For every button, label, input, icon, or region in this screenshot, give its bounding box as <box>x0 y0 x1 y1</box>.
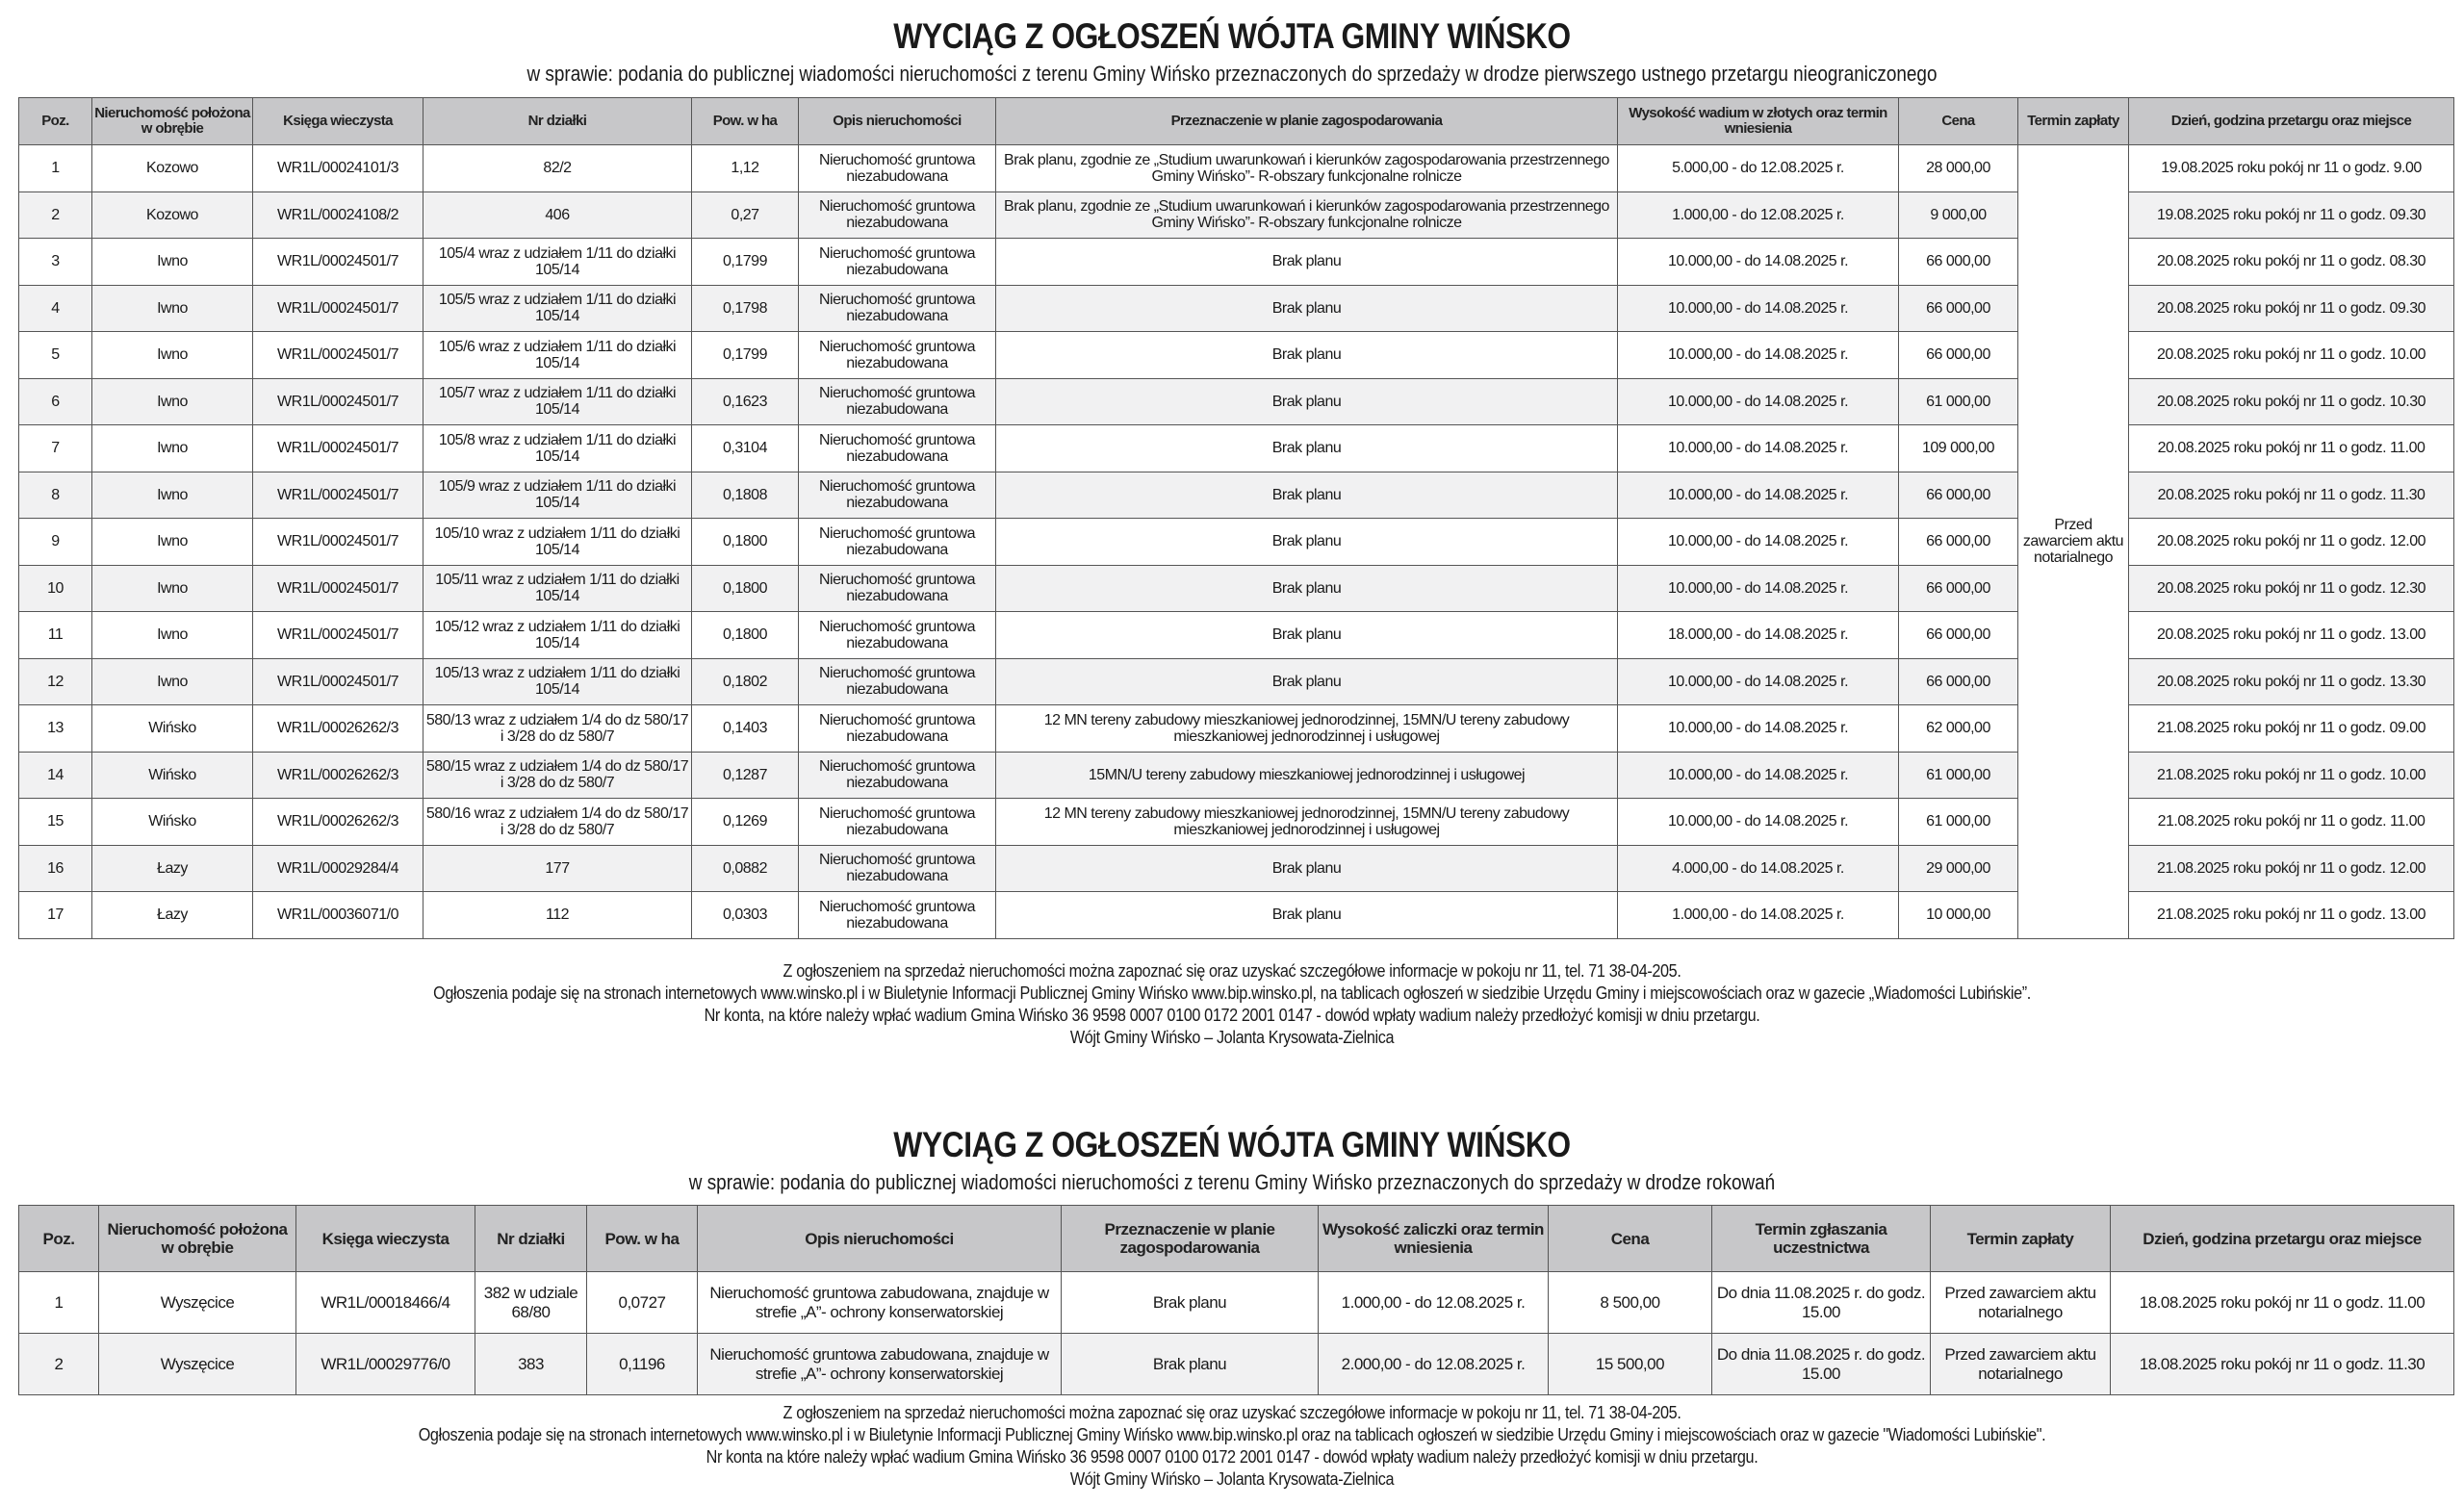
column-header: Termin zapłaty <box>2018 98 2129 145</box>
cell-termin: 20.08.2025 roku pokój nr 11 o godz. 09.30 <box>2129 285 2454 332</box>
column-header: Termin zgłaszania uczestnictwa <box>1712 1206 1931 1272</box>
cell-cena: 61 000,00 <box>1899 752 2018 799</box>
cell-obreb: Wińsko <box>92 799 253 846</box>
cell-poz: 5 <box>19 332 92 379</box>
cell-cena: 66 000,00 <box>1899 472 2018 519</box>
column-header: Poz. <box>19 1206 99 1272</box>
column-header: Przeznaczenie w planie zagospodarowania <box>1062 1206 1319 1272</box>
cell-kw: WR1L/00024501/7 <box>253 285 424 332</box>
cell-obreb: Wyszęcice <box>99 1334 296 1395</box>
cell-wadium: 10.000,00 - do 14.08.2025 r. <box>1618 332 1899 379</box>
cell-poz: 2 <box>19 1334 99 1395</box>
cell-wadium: 10.000,00 - do 14.08.2025 r. <box>1618 658 1899 705</box>
cell-przezn: Brak planu <box>996 658 1618 705</box>
cell-kw: WR1L/00024101/3 <box>253 145 424 192</box>
cell-cena: 29 000,00 <box>1899 845 2018 892</box>
cell-cena: 66 000,00 <box>1899 332 2018 379</box>
cell-pow: 0,1802 <box>692 658 799 705</box>
cell-poz: 8 <box>19 472 92 519</box>
footer-signature-line: Wójt Gminy Wińsko – Jolanta Krysowata-Zielnica <box>1069 1469 1395 1489</box>
footer-publication-line: Ogłoszenia podaje się na stronach internetowych www.winsko.pl i w Biuletynie Informacji Publicznej Gminy Wińsko www.bip.winsko.pl oraz na tablicach ogłoszeń w siedzibie Urzędu Gminy i miejscowościach oraz w gazecie "Wiadomości Lubińskie". <box>418 1425 2046 1444</box>
footer-info-line: Z ogłoszeniem na sprzedaż nieruchomości można zapoznać się oraz uzyskać szczegółowe informacje w pokoju nr 11, tel. 71 38-04-205. <box>783 961 1681 981</box>
cell-poz: 15 <box>19 799 92 846</box>
cell-opis: Nieruchomość gruntowa niezabudowana <box>799 658 996 705</box>
cell-pow: 0,0303 <box>692 892 799 939</box>
cell-zaplata: Przed zawarciem aktu notarialnego <box>1931 1334 2111 1395</box>
cell-obreb: Wyszęcice <box>99 1272 296 1334</box>
footer-account-line: Nr konta, na które należy wpłać wadium Gmina Wińsko 36 9598 0007 0100 0172 2001 0147 - dowód wpłaty wadium należy przedłożyć komisji w dniu przetargu. <box>704 1006 1760 1025</box>
cell-obreb: Iwno <box>92 285 253 332</box>
cell-kw: WR1L/00024501/7 <box>253 239 424 286</box>
cell-cena: 28 000,00 <box>1899 145 2018 192</box>
cell-opis: Nieruchomość gruntowa niezabudowana <box>799 332 996 379</box>
cell-termin: 20.08.2025 roku pokój nr 11 o godz. 13.00 <box>2129 612 2454 659</box>
cell-termin: 20.08.2025 roku pokój nr 11 o godz. 11.30 <box>2129 472 2454 519</box>
cell-termin: 20.08.2025 roku pokój nr 11 o godz. 10.00 <box>2129 332 2454 379</box>
cell-pow: 0,1403 <box>692 705 799 753</box>
cell-wadium: 18.000,00 - do 14.08.2025 r. <box>1618 612 1899 659</box>
cell-poz: 9 <box>19 519 92 566</box>
cell-termin: 18.08.2025 roku pokój nr 11 o godz. 11.00 <box>2111 1272 2454 1334</box>
cell-wadium: 10.000,00 - do 14.08.2025 r. <box>1618 425 1899 472</box>
cell-przezn: 12 MN tereny zabudowy mieszkaniowej jednorodzinnej, 15MN/U tereny zabudowy mieszkaniowej jednorodzinnej i usługowej <box>996 799 1618 846</box>
cell-opis: Nieruchomość gruntowa zabudowana, znajduje w strefie „A”- ochrony konserwatorskiej <box>698 1334 1062 1395</box>
column-header: Termin zapłaty <box>1931 1206 2111 1272</box>
cell-obreb: Kozowo <box>92 191 253 239</box>
cell-kw: WR1L/00018466/4 <box>296 1272 475 1334</box>
auction-table <box>18 97 2454 939</box>
cell-poz: 11 <box>19 612 92 659</box>
cell-termin: 20.08.2025 roku pokój nr 11 o godz. 13.30 <box>2129 658 2454 705</box>
cell-kw: WR1L/00029776/0 <box>296 1334 475 1395</box>
cell-wadium: 10.000,00 - do 14.08.2025 r. <box>1618 472 1899 519</box>
cell-kw: WR1L/00024501/7 <box>253 472 424 519</box>
cell-kw: WR1L/00024501/7 <box>253 565 424 612</box>
cell-cena: 66 000,00 <box>1899 658 2018 705</box>
column-header: Księga wieczysta <box>253 98 424 145</box>
cell-poz: 10 <box>19 565 92 612</box>
cell-pow: 0,1798 <box>692 285 799 332</box>
cell-dzialka: 105/8 wraz z udziałem 1/11 do działki 105/14 <box>424 425 692 472</box>
cell-pow: 0,0882 <box>692 845 799 892</box>
announcement-2-footer <box>0 1402 2464 1491</box>
negotiation-table <box>18 1205 2454 1395</box>
footer-publication-line: Ogłoszenia podaje się na stronach internetowych www.winsko.pl i w Biuletynie Informacji Publicznej Gminy Wińsko www.bip.winsko.pl, na tablicach ogłoszeń w siedzibie Urzędu Gminy i miejscowościach oraz w gazecie „Wiadomości Lubińskie”. <box>433 983 2031 1003</box>
cell-zaliczka: 2.000,00 - do 12.08.2025 r. <box>1319 1334 1549 1395</box>
cell-kw: WR1L/00024501/7 <box>253 425 424 472</box>
cell-przezn: Brak planu <box>996 845 1618 892</box>
cell-dzialka: 580/15 wraz z udziałem 1/4 do dz 580/17 i 3/28 do dz 580/7 <box>424 752 692 799</box>
cell-opis: Nieruchomość gruntowa niezabudowana <box>799 565 996 612</box>
cell-obreb: Iwno <box>92 658 253 705</box>
cell-zgloszenie: Do dnia 11.08.2025 r. do godz. 15.00 <box>1712 1272 1931 1334</box>
cell-dzialka: 580/16 wraz z udziałem 1/4 do dz 580/17 i 3/28 do dz 580/7 <box>424 799 692 846</box>
cell-przezn: Brak planu <box>996 285 1618 332</box>
cell-wadium: 10.000,00 - do 14.08.2025 r. <box>1618 752 1899 799</box>
footer-info-line: Z ogłoszeniem na sprzedaż nieruchomości można zapoznać się oraz uzyskać szczegółowe informacje w pokoju nr 11, tel. 71 38-04-205. <box>783 1403 1681 1422</box>
cell-termin: 21.08.2025 roku pokój nr 11 o godz. 10.00 <box>2129 752 2454 799</box>
cell-obreb: Iwno <box>92 612 253 659</box>
table-row <box>19 1334 2454 1395</box>
column-header: Pow. w ha <box>587 1206 698 1272</box>
cell-poz: 4 <box>19 285 92 332</box>
cell-opis: Nieruchomość gruntowa niezabudowana <box>799 145 996 192</box>
cell-przezn: Brak planu <box>996 519 1618 566</box>
cell-przezn: Brak planu <box>996 892 1618 939</box>
cell-cena: 61 000,00 <box>1899 799 2018 846</box>
cell-kw: WR1L/00024108/2 <box>253 191 424 239</box>
cell-opis: Nieruchomość gruntowa niezabudowana <box>799 705 996 753</box>
cell-obreb: Wińsko <box>92 752 253 799</box>
cell-termin: 20.08.2025 roku pokój nr 11 o godz. 10.30 <box>2129 378 2454 425</box>
cell-wadium: 10.000,00 - do 14.08.2025 r. <box>1618 378 1899 425</box>
cell-dzialka: 406 <box>424 191 692 239</box>
cell-obreb: Iwno <box>92 565 253 612</box>
cell-dzialka: 112 <box>424 892 692 939</box>
cell-dzialka: 105/4 wraz z udziałem 1/11 do działki 105/14 <box>424 239 692 286</box>
cell-kw: WR1L/00024501/7 <box>253 612 424 659</box>
cell-przezn: Brak planu <box>996 425 1618 472</box>
cell-cena: 61 000,00 <box>1899 378 2018 425</box>
cell-dzialka: 105/13 wraz z udziałem 1/11 do działki 105/14 <box>424 658 692 705</box>
cell-kw: WR1L/00036071/0 <box>253 892 424 939</box>
cell-cena: 9 000,00 <box>1899 191 2018 239</box>
cell-wadium: 1.000,00 - do 12.08.2025 r. <box>1618 191 1899 239</box>
cell-pow: 0,27 <box>692 191 799 239</box>
announcement-1-title: WYCIĄG Z OGŁOSZEŃ WÓJTA GMINY WIŃSKO <box>893 16 1571 56</box>
cell-opis: Nieruchomość gruntowa niezabudowana <box>799 612 996 659</box>
table-header-row <box>19 98 2454 145</box>
cell-obreb: Kozowo <box>92 145 253 192</box>
announcement-2-subtitle: w sprawie: podania do publicznej wiadomości nieruchomości z terenu Gminy Wińsko przeznaczonych do sprzedaży w drodze rokowań <box>688 1170 1776 1194</box>
cell-dzialka: 105/12 wraz z udziałem 1/11 do działki 105/14 <box>424 612 692 659</box>
table-row <box>19 1272 2454 1334</box>
cell-zaplata: Przed zawarciem aktu notarialnego <box>1931 1272 2111 1334</box>
cell-opis: Nieruchomość gruntowa niezabudowana <box>799 472 996 519</box>
cell-pow: 0,1287 <box>692 752 799 799</box>
column-header: Dzień, godzina przetargu oraz miejsce <box>2129 98 2454 145</box>
cell-opis: Nieruchomość gruntowa niezabudowana <box>799 519 996 566</box>
cell-termin: 20.08.2025 roku pokój nr 11 o godz. 08.30 <box>2129 239 2454 286</box>
column-header: Pow. w ha <box>692 98 799 145</box>
cell-dzialka: 105/5 wraz z udziałem 1/11 do działki 105/14 <box>424 285 692 332</box>
cell-pow: 0,1196 <box>587 1334 698 1395</box>
cell-pow: 0,1800 <box>692 612 799 659</box>
cell-wadium: 10.000,00 - do 14.08.2025 r. <box>1618 519 1899 566</box>
cell-przezn: Brak planu <box>996 565 1618 612</box>
cell-dzialka: 105/7 wraz z udziałem 1/11 do działki 105/14 <box>424 378 692 425</box>
cell-kw: WR1L/00024501/7 <box>253 378 424 425</box>
cell-obreb: Łazy <box>92 892 253 939</box>
cell-poz: 3 <box>19 239 92 286</box>
cell-obreb: Iwno <box>92 239 253 286</box>
footer-account-line: Nr konta na które należy wpłać wadium Gmina Wińsko 36 9598 0007 0100 0172 2001 0147 - dowód wpłaty wadium należy przedłożyć komisji w dniu przetargu. <box>706 1447 1758 1467</box>
cell-obreb: Łazy <box>92 845 253 892</box>
cell-cena: 66 000,00 <box>1899 285 2018 332</box>
cell-cena: 10 000,00 <box>1899 892 2018 939</box>
cell-cena: 62 000,00 <box>1899 705 2018 753</box>
cell-obreb: Iwno <box>92 472 253 519</box>
cell-obreb: Iwno <box>92 425 253 472</box>
column-header: Cena <box>1899 98 2018 145</box>
cell-opis: Nieruchomość gruntowa niezabudowana <box>799 285 996 332</box>
column-header: Przeznaczenie w planie zagospodarowania <box>996 98 1618 145</box>
cell-przezn: 15MN/U tereny zabudowy mieszkaniowej jednorodzinnej i usługowej <box>996 752 1618 799</box>
cell-kw: WR1L/00024501/7 <box>253 519 424 566</box>
cell-cena: 66 000,00 <box>1899 239 2018 286</box>
cell-termin: 21.08.2025 roku pokój nr 11 o godz. 12.00 <box>2129 845 2454 892</box>
cell-wadium: 10.000,00 - do 14.08.2025 r. <box>1618 239 1899 286</box>
column-header: Wysokość zaliczki oraz termin wniesienia <box>1319 1206 1549 1272</box>
cell-poz: 14 <box>19 752 92 799</box>
column-header: Nieruchomość położona w obrębie <box>99 1206 296 1272</box>
cell-wadium: 10.000,00 - do 14.08.2025 r. <box>1618 705 1899 753</box>
cell-przezn: Brak planu <box>996 332 1618 379</box>
cell-pow: 0,1808 <box>692 472 799 519</box>
cell-obreb: Wińsko <box>92 705 253 753</box>
cell-termin: 19.08.2025 roku pokój nr 11 o godz. 9.00 <box>2129 145 2454 192</box>
cell-pow: 0,1623 <box>692 378 799 425</box>
cell-cena: 109 000,00 <box>1899 425 2018 472</box>
cell-kw: WR1L/00029284/4 <box>253 845 424 892</box>
cell-poz: 2 <box>19 191 92 239</box>
cell-termin: 20.08.2025 roku pokój nr 11 o godz. 12.00 <box>2129 519 2454 566</box>
cell-cena: 66 000,00 <box>1899 612 2018 659</box>
cell-wadium: 1.000,00 - do 14.08.2025 r. <box>1618 892 1899 939</box>
footer-signature-line: Wójt Gminy Wińsko – Jolanta Krysowata-Zielnica <box>1069 1028 1395 1047</box>
cell-pow: 1,12 <box>692 145 799 192</box>
cell-dzialka: 105/11 wraz z udziałem 1/11 do działki 105/14 <box>424 565 692 612</box>
cell-obreb: Iwno <box>92 378 253 425</box>
cell-opis: Nieruchomość gruntowa niezabudowana <box>799 191 996 239</box>
cell-opis: Nieruchomość gruntowa niezabudowana <box>799 752 996 799</box>
table-row <box>19 145 2454 192</box>
cell-zaliczka: 1.000,00 - do 12.08.2025 r. <box>1319 1272 1549 1334</box>
column-header: Księga wieczysta <box>296 1206 475 1272</box>
cell-opis: Nieruchomość gruntowa niezabudowana <box>799 378 996 425</box>
cell-termin: 21.08.2025 roku pokój nr 11 o godz. 11.00 <box>2129 799 2454 846</box>
cell-poz: 6 <box>19 378 92 425</box>
cell-obreb: Iwno <box>92 332 253 379</box>
cell-pow: 0,1799 <box>692 239 799 286</box>
cell-pow: 0,1800 <box>692 519 799 566</box>
cell-przezn: Brak planu, zgodnie ze „Studium uwarunkowań i kierunków zagospodarowania przestrzennego Gminy Wińsko”- R-obszary funkcjonalne rolnicze <box>996 145 1618 192</box>
cell-opis: Nieruchomość gruntowa niezabudowana <box>799 845 996 892</box>
cell-opis: Nieruchomość gruntowa niezabudowana <box>799 425 996 472</box>
cell-wadium: 10.000,00 - do 14.08.2025 r. <box>1618 285 1899 332</box>
column-header: Nr działki <box>424 98 692 145</box>
cell-pow: 0,1799 <box>692 332 799 379</box>
column-header: Poz. <box>19 98 92 145</box>
cell-poz: 1 <box>19 145 92 192</box>
cell-wadium: 4.000,00 - do 14.08.2025 r. <box>1618 845 1899 892</box>
cell-opis: Nieruchomość gruntowa niezabudowana <box>799 892 996 939</box>
column-header: Opis nieruchomości <box>698 1206 1062 1272</box>
cell-poz: 12 <box>19 658 92 705</box>
cell-cena: 15 500,00 <box>1549 1334 1712 1395</box>
cell-dzialka: 105/10 wraz z udziałem 1/11 do działki 105/14 <box>424 519 692 566</box>
announcement-2-title: WYCIĄG Z OGŁOSZEŃ WÓJTA GMINY WIŃSKO <box>893 1125 1571 1164</box>
cell-cena: 66 000,00 <box>1899 519 2018 566</box>
cell-kw: WR1L/00026262/3 <box>253 752 424 799</box>
cell-poz: 7 <box>19 425 92 472</box>
cell-przezn: Brak planu <box>996 378 1618 425</box>
cell-opis: Nieruchomość gruntowa zabudowana, znajduje w strefie „A”- ochrony konserwatorskiej <box>698 1272 1062 1334</box>
cell-poz: 1 <box>19 1272 99 1334</box>
cell-przezn: Brak planu <box>1062 1334 1319 1395</box>
cell-dzialka: 82/2 <box>424 145 692 192</box>
cell-termin: 21.08.2025 roku pokój nr 11 o godz. 13.00 <box>2129 892 2454 939</box>
column-header: Opis nieruchomości <box>799 98 996 145</box>
cell-pow: 0,1800 <box>692 565 799 612</box>
cell-opis: Nieruchomość gruntowa niezabudowana <box>799 239 996 286</box>
cell-poz: 16 <box>19 845 92 892</box>
cell-cena: 8 500,00 <box>1549 1272 1712 1334</box>
cell-termin: 20.08.2025 roku pokój nr 11 o godz. 11.00 <box>2129 425 2454 472</box>
cell-pow: 0,3104 <box>692 425 799 472</box>
cell-termin: 21.08.2025 roku pokój nr 11 o godz. 09.00 <box>2129 705 2454 753</box>
cell-poz: 13 <box>19 705 92 753</box>
table-header-row <box>19 1206 2454 1272</box>
cell-przezn: Brak planu <box>996 612 1618 659</box>
cell-wadium: 10.000,00 - do 14.08.2025 r. <box>1618 565 1899 612</box>
column-header: Nr działki <box>475 1206 587 1272</box>
column-header: Nieruchomość położona w obrębie <box>92 98 253 145</box>
column-header: Dzień, godzina przetargu oraz miejsce <box>2111 1206 2454 1272</box>
cell-termin: 18.08.2025 roku pokój nr 11 o godz. 11.30 <box>2111 1334 2454 1395</box>
cell-kw: WR1L/00026262/3 <box>253 705 424 753</box>
cell-kw: WR1L/00024501/7 <box>253 332 424 379</box>
cell-dzialka: 383 <box>475 1334 587 1395</box>
cell-przezn: Brak planu <box>996 239 1618 286</box>
cell-dzialka: 177 <box>424 845 692 892</box>
cell-termin: 19.08.2025 roku pokój nr 11 o godz. 09.30 <box>2129 191 2454 239</box>
cell-przezn: Brak planu <box>996 472 1618 519</box>
cell-kw: WR1L/00026262/3 <box>253 799 424 846</box>
cell-wadium: 5.000,00 - do 12.08.2025 r. <box>1618 145 1899 192</box>
cell-dzialka: 580/13 wraz z udziałem 1/4 do dz 580/17 i 3/28 do dz 580/7 <box>424 705 692 753</box>
cell-przezn: Brak planu <box>1062 1272 1319 1334</box>
announcement-1-subtitle: w sprawie: podania do publicznej wiadomości nieruchomości z terenu Gminy Wińsko przeznaczonych do sprzedaży w drodze pierwszego ustnego przetargu nieograniczonego <box>526 62 1938 86</box>
cell-dzialka: 105/6 wraz z udziałem 1/11 do działki 105/14 <box>424 332 692 379</box>
cell-termin: 20.08.2025 roku pokój nr 11 o godz. 12.30 <box>2129 565 2454 612</box>
cell-przezn: Brak planu, zgodnie ze „Studium uwarunkowań i kierunków zagospodarowania przestrzennego Gminy Wińsko”- R-obszary funkcjonalne rolnicze <box>996 191 1618 239</box>
column-header: Wysokość wadium w złotych oraz termin wniesienia <box>1618 98 1899 145</box>
cell-obreb: Iwno <box>92 519 253 566</box>
cell-pow: 0,1269 <box>692 799 799 846</box>
cell-payment-term: Przed zawarciem aktu notarialnego <box>2018 145 2129 939</box>
cell-zgloszenie: Do dnia 11.08.2025 r. do godz. 15.00 <box>1712 1334 1931 1395</box>
cell-dzialka: 382 w udziale 68/80 <box>475 1272 587 1334</box>
cell-dzialka: 105/9 wraz z udziałem 1/11 do działki 105/14 <box>424 472 692 519</box>
cell-opis: Nieruchomość gruntowa niezabudowana <box>799 799 996 846</box>
cell-przezn: 12 MN tereny zabudowy mieszkaniowej jednorodzinnej, 15MN/U tereny zabudowy mieszkaniowej jednorodzinnej i usługowej <box>996 705 1618 753</box>
cell-poz: 17 <box>19 892 92 939</box>
announcement-1-footer <box>0 960 2464 1049</box>
cell-cena: 66 000,00 <box>1899 565 2018 612</box>
cell-kw: WR1L/00024501/7 <box>253 658 424 705</box>
cell-pow: 0,0727 <box>587 1272 698 1334</box>
cell-wadium: 10.000,00 - do 14.08.2025 r. <box>1618 799 1899 846</box>
column-header: Cena <box>1549 1206 1712 1272</box>
